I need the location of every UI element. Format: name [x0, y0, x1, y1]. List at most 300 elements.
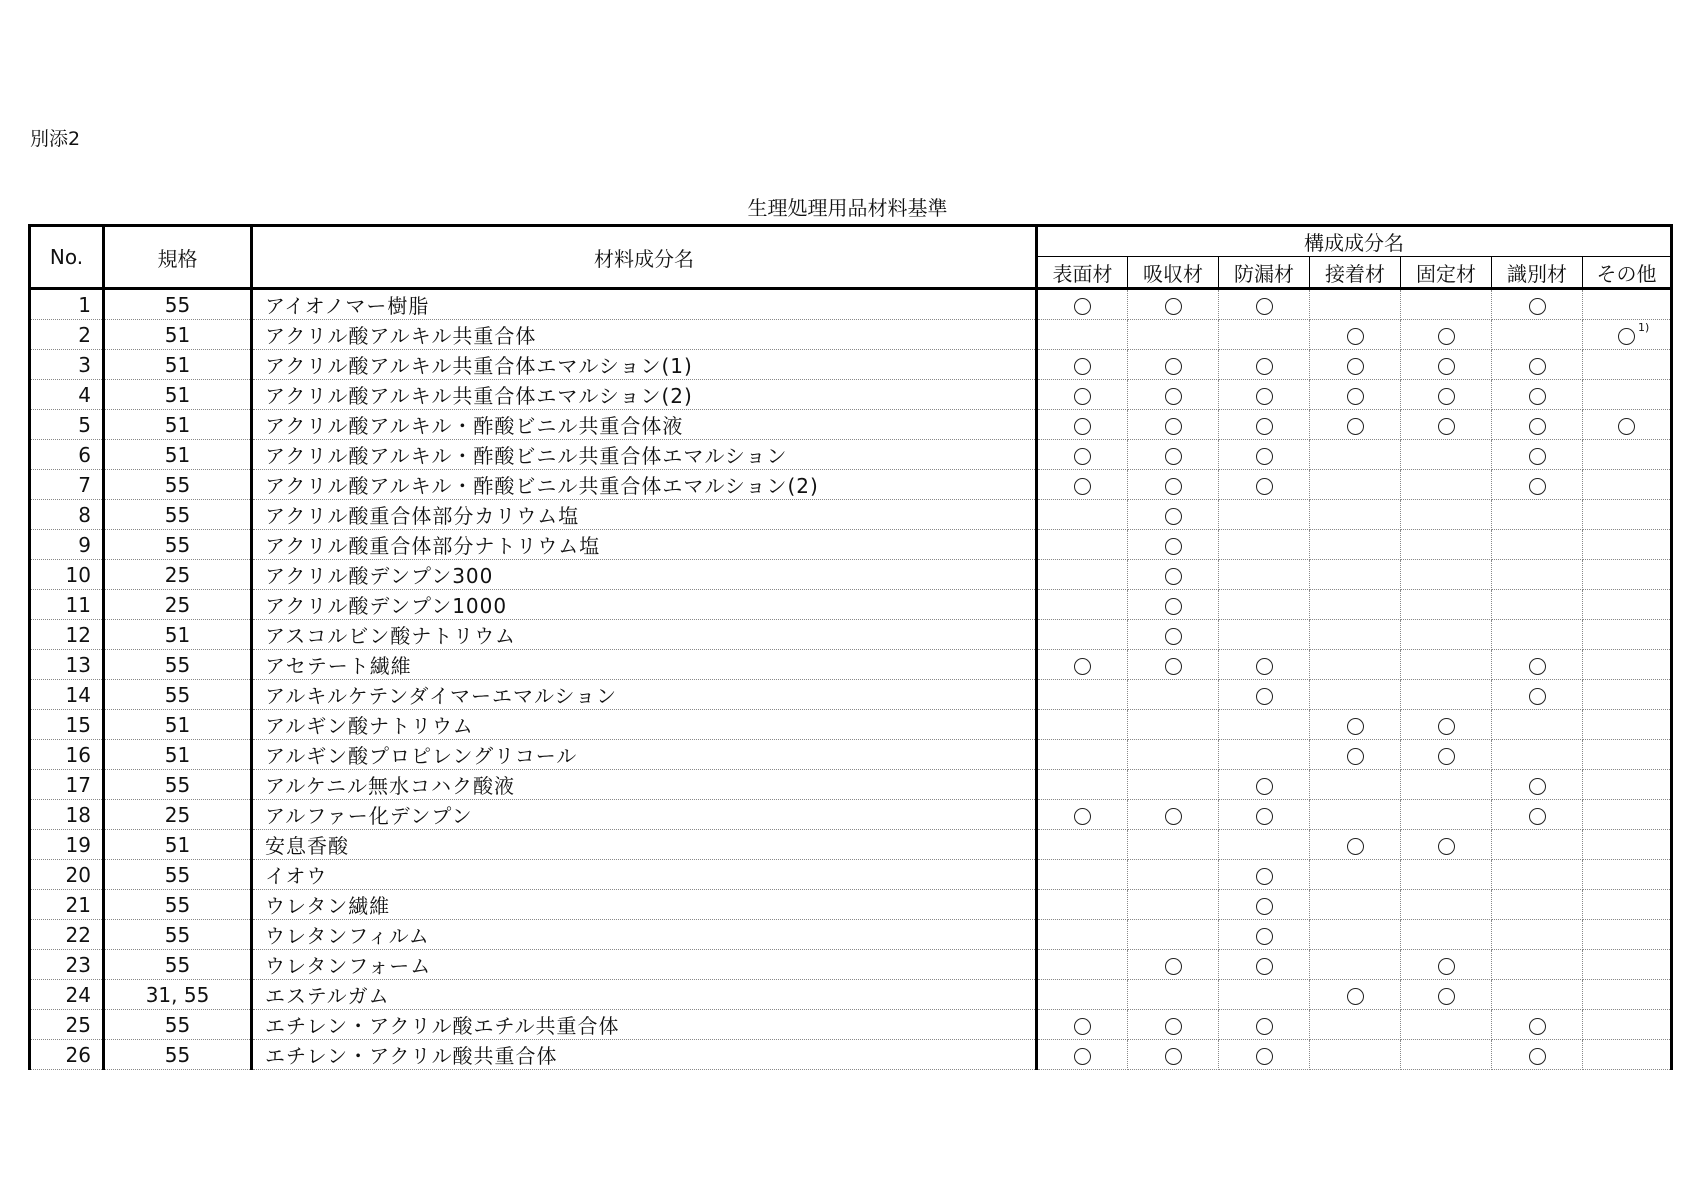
row-material-name: アルギン酸ナトリウム — [252, 710, 1037, 740]
component-cell — [1583, 650, 1672, 680]
component-cell — [1037, 740, 1128, 770]
row-number: 23 — [30, 950, 104, 980]
component-cell — [1128, 860, 1219, 890]
component-cell — [1401, 830, 1492, 860]
component-cell — [1583, 440, 1672, 470]
circle-mark-icon — [1165, 808, 1182, 825]
circle-mark-icon — [1256, 958, 1273, 975]
table-row — [30, 500, 1672, 530]
row-material-name: アクリル酸アルキル共重合体エマルション(2) — [252, 380, 1037, 410]
circle-mark-icon — [1347, 838, 1364, 855]
row-material-name: ウレタンフォーム — [252, 950, 1037, 980]
row-number: 19 — [30, 830, 104, 860]
component-cell — [1401, 980, 1492, 1010]
row-standard: 55 — [104, 289, 252, 320]
component-cell — [1401, 770, 1492, 800]
row-material-name: アセテート繊維 — [252, 650, 1037, 680]
circle-mark-icon — [1074, 448, 1091, 465]
circle-mark-icon — [1165, 508, 1182, 525]
component-cell — [1401, 470, 1492, 500]
component-cell — [1128, 320, 1219, 350]
row-material-name: アクリル酸デンプン300 — [252, 560, 1037, 590]
circle-mark-icon — [1074, 808, 1091, 825]
circle-mark-icon — [1256, 388, 1273, 405]
row-standard: 55 — [104, 770, 252, 800]
component-cell — [1037, 320, 1128, 350]
component-cell — [1128, 740, 1219, 770]
row-number: 13 — [30, 650, 104, 680]
component-cell — [1219, 920, 1310, 950]
row-material-name: アクリル酸アルキル共重合体エマルション(1) — [252, 350, 1037, 380]
component-cell — [1310, 410, 1401, 440]
component-cell — [1219, 380, 1310, 410]
row-material-name: アスコルビン酸ナトリウム — [252, 620, 1037, 650]
component-cell — [1401, 620, 1492, 650]
component-cell — [1583, 830, 1672, 860]
component-cell — [1128, 830, 1219, 860]
circle-mark-icon — [1165, 568, 1182, 585]
row-standard: 25 — [104, 800, 252, 830]
circle-mark-icon — [1256, 418, 1273, 435]
component-cell — [1310, 470, 1401, 500]
circle-mark-icon — [1256, 778, 1273, 795]
component-cell — [1219, 1010, 1310, 1040]
circle-mark-icon — [1529, 1018, 1546, 1035]
circle-mark-icon — [1529, 298, 1546, 315]
row-number: 9 — [30, 530, 104, 560]
header-component: 接着材 — [1310, 257, 1401, 289]
component-cell — [1492, 410, 1583, 440]
component-cell — [1310, 440, 1401, 470]
component-cell — [1583, 560, 1672, 590]
circle-mark-icon — [1165, 418, 1182, 435]
component-cell — [1219, 800, 1310, 830]
component-cell — [1219, 860, 1310, 890]
component-cell — [1219, 710, 1310, 740]
component-cell — [1492, 890, 1583, 920]
row-number: 10 — [30, 560, 104, 590]
row-standard: 55 — [104, 950, 252, 980]
component-cell — [1401, 289, 1492, 320]
circle-mark-icon — [1165, 658, 1182, 675]
row-number: 7 — [30, 470, 104, 500]
header-no: No. — [30, 226, 104, 289]
component-cell — [1583, 770, 1672, 800]
table-row — [30, 320, 1672, 350]
component-cell — [1401, 380, 1492, 410]
component-cell — [1310, 380, 1401, 410]
circle-mark-icon — [1074, 358, 1091, 375]
component-cell — [1219, 440, 1310, 470]
circle-mark-icon — [1074, 388, 1091, 405]
component-cell — [1037, 860, 1128, 890]
circle-mark-icon — [1256, 898, 1273, 915]
circle-mark-icon — [1529, 808, 1546, 825]
circle-mark-icon — [1438, 838, 1455, 855]
circle-mark-icon — [1438, 718, 1455, 735]
circle-mark-icon — [1165, 538, 1182, 555]
component-cell — [1583, 710, 1672, 740]
table-row — [30, 470, 1672, 500]
component-cell — [1583, 410, 1672, 440]
table-row — [30, 620, 1672, 650]
header-component: 吸収材 — [1128, 257, 1219, 289]
component-cell — [1310, 680, 1401, 710]
table-row — [30, 289, 1672, 320]
row-number: 20 — [30, 860, 104, 890]
row-number: 5 — [30, 410, 104, 440]
row-number: 3 — [30, 350, 104, 380]
component-cell — [1128, 800, 1219, 830]
row-standard: 51 — [104, 350, 252, 380]
component-cell — [1492, 650, 1583, 680]
row-material-name: アクリル酸アルキル・酢酸ビニル共重合体エマルション — [252, 440, 1037, 470]
component-cell — [1037, 890, 1128, 920]
circle-mark-icon — [1438, 418, 1455, 435]
component-cell — [1492, 740, 1583, 770]
row-standard: 31, 55 — [104, 980, 252, 1010]
row-standard: 55 — [104, 500, 252, 530]
component-cell — [1219, 680, 1310, 710]
component-cell — [1037, 500, 1128, 530]
circle-mark-icon — [1256, 358, 1273, 375]
circle-mark-icon — [1347, 328, 1364, 345]
component-cell — [1037, 680, 1128, 710]
header-standard: 規格 — [104, 226, 252, 289]
circle-mark-icon — [1529, 658, 1546, 675]
component-cell — [1310, 1010, 1401, 1040]
row-number: 24 — [30, 980, 104, 1010]
row-standard: 51 — [104, 410, 252, 440]
row-material-name: アクリル酸アルキル共重合体 — [252, 320, 1037, 350]
row-standard: 51 — [104, 380, 252, 410]
row-number: 25 — [30, 1010, 104, 1040]
circle-mark-icon — [1438, 958, 1455, 975]
component-cell — [1037, 590, 1128, 620]
row-material-name: 安息香酸 — [252, 830, 1037, 860]
component-cell — [1219, 470, 1310, 500]
component-cell — [1583, 800, 1672, 830]
circle-mark-icon — [1529, 418, 1546, 435]
row-standard: 51 — [104, 440, 252, 470]
component-cell — [1037, 380, 1128, 410]
row-standard: 55 — [104, 1040, 252, 1070]
component-cell — [1492, 500, 1583, 530]
component-cell — [1583, 680, 1672, 710]
component-cell — [1310, 830, 1401, 860]
row-number: 14 — [30, 680, 104, 710]
component-cell — [1037, 350, 1128, 380]
table-row — [30, 890, 1672, 920]
component-cell — [1583, 980, 1672, 1010]
row-material-name: アクリル酸アルキル・酢酸ビニル共重合体液 — [252, 410, 1037, 440]
component-cell — [1310, 740, 1401, 770]
component-cell — [1583, 590, 1672, 620]
header-material: 材料成分名 — [252, 226, 1037, 289]
table-row — [30, 680, 1672, 710]
row-material-name: アルケニル無水コハク酸液 — [252, 770, 1037, 800]
component-cell — [1310, 560, 1401, 590]
component-cell — [1128, 530, 1219, 560]
appendix-label: 別添2 — [30, 128, 81, 150]
component-cell — [1219, 980, 1310, 1010]
component-cell — [1310, 500, 1401, 530]
component-cell — [1128, 350, 1219, 380]
circle-mark-icon — [1074, 658, 1091, 675]
component-cell — [1128, 500, 1219, 530]
table-row — [30, 710, 1672, 740]
materials-table — [28, 224, 1673, 1070]
component-cell — [1401, 590, 1492, 620]
component-cell — [1583, 950, 1672, 980]
table-row — [30, 350, 1672, 380]
row-number: 26 — [30, 1040, 104, 1070]
component-cell — [1492, 590, 1583, 620]
circle-mark-icon — [1074, 1018, 1091, 1035]
component-cell — [1310, 320, 1401, 350]
component-cell — [1037, 470, 1128, 500]
row-number: 18 — [30, 800, 104, 830]
footnote-marker: 1) — [1638, 320, 1650, 334]
circle-mark-icon — [1165, 478, 1182, 495]
component-cell — [1583, 1010, 1672, 1040]
row-number: 8 — [30, 500, 104, 530]
component-cell — [1492, 470, 1583, 500]
component-cell — [1401, 890, 1492, 920]
table-row — [30, 980, 1672, 1010]
component-cell — [1219, 530, 1310, 560]
component-cell — [1492, 830, 1583, 860]
circle-mark-icon — [1256, 928, 1273, 945]
row-standard: 51 — [104, 830, 252, 860]
component-cell — [1310, 770, 1401, 800]
row-material-name: アイオノマー樹脂 — [252, 289, 1037, 320]
component-cell — [1401, 800, 1492, 830]
circle-mark-icon — [1347, 748, 1364, 765]
component-cell — [1310, 950, 1401, 980]
row-number: 16 — [30, 740, 104, 770]
row-standard: 55 — [104, 920, 252, 950]
component-cell — [1492, 860, 1583, 890]
row-material-name: エチレン・アクリル酸エチル共重合体 — [252, 1010, 1037, 1040]
component-cell — [1492, 920, 1583, 950]
component-cell — [1128, 920, 1219, 950]
table-row — [30, 950, 1672, 980]
row-standard: 55 — [104, 680, 252, 710]
circle-mark-icon — [1256, 448, 1273, 465]
component-cell — [1492, 560, 1583, 590]
component-cell — [1583, 860, 1672, 890]
component-cell — [1310, 1040, 1401, 1070]
table-row — [30, 1010, 1672, 1040]
component-cell — [1401, 740, 1492, 770]
component-cell — [1492, 380, 1583, 410]
table-row — [30, 740, 1672, 770]
row-standard: 25 — [104, 560, 252, 590]
component-cell — [1128, 289, 1219, 320]
component-cell — [1219, 740, 1310, 770]
circle-mark-icon — [1165, 298, 1182, 315]
row-standard: 55 — [104, 890, 252, 920]
component-cell — [1401, 530, 1492, 560]
component-cell — [1219, 500, 1310, 530]
component-cell — [1583, 530, 1672, 560]
component-cell — [1492, 770, 1583, 800]
component-cell — [1128, 890, 1219, 920]
circle-mark-icon — [1618, 320, 1650, 345]
row-material-name: アルギン酸プロピレングリコール — [252, 740, 1037, 770]
row-number: 15 — [30, 710, 104, 740]
component-cell — [1583, 620, 1672, 650]
component-cell — [1492, 950, 1583, 980]
circle-mark-icon — [1256, 808, 1273, 825]
component-cell — [1583, 740, 1672, 770]
row-material-name: エチレン・アクリル酸共重合体 — [252, 1040, 1037, 1070]
circle-mark-icon — [1529, 478, 1546, 495]
component-cell — [1219, 320, 1310, 350]
component-cell — [1037, 1010, 1128, 1040]
row-number: 2 — [30, 320, 104, 350]
component-cell — [1219, 770, 1310, 800]
component-cell — [1583, 289, 1672, 320]
component-cell — [1219, 620, 1310, 650]
page-title-text: 生理処理用品材料基準 — [747, 196, 948, 220]
component-cell — [1037, 830, 1128, 860]
row-material-name: ウレタン繊維 — [252, 890, 1037, 920]
component-cell — [1037, 710, 1128, 740]
component-cell — [1492, 980, 1583, 1010]
row-standard: 55 — [104, 530, 252, 560]
component-cell — [1037, 530, 1128, 560]
header-component: 固定材 — [1401, 257, 1492, 289]
circle-mark-icon — [1256, 688, 1273, 705]
component-cell — [1219, 650, 1310, 680]
row-material-name: アルキルケテンダイマーエマルション — [252, 680, 1037, 710]
component-cell — [1037, 560, 1128, 590]
circle-mark-icon — [1529, 448, 1546, 465]
row-material-name: ウレタンフィルム — [252, 920, 1037, 950]
component-cell — [1492, 289, 1583, 320]
component-cell — [1401, 1010, 1492, 1040]
component-cell — [1401, 350, 1492, 380]
row-number: 12 — [30, 620, 104, 650]
circle-mark-icon — [1165, 1048, 1182, 1065]
table-row — [30, 860, 1672, 890]
component-cell — [1583, 1040, 1672, 1070]
circle-mark-icon — [1256, 658, 1273, 675]
header-component: その他 — [1583, 257, 1672, 289]
circle-mark-icon — [1438, 748, 1455, 765]
component-cell — [1583, 350, 1672, 380]
component-cell — [1310, 980, 1401, 1010]
row-material-name: イオウ — [252, 860, 1037, 890]
component-cell — [1583, 890, 1672, 920]
row-standard: 25 — [104, 590, 252, 620]
component-cell — [1492, 1010, 1583, 1040]
component-cell — [1128, 770, 1219, 800]
component-cell — [1401, 410, 1492, 440]
table-row — [30, 650, 1672, 680]
circle-mark-icon — [1256, 478, 1273, 495]
page-title — [0, 192, 1695, 221]
circle-mark-icon — [1165, 628, 1182, 645]
circle-mark-icon — [1438, 388, 1455, 405]
component-cell — [1310, 800, 1401, 830]
component-cell — [1219, 830, 1310, 860]
row-standard: 51 — [104, 320, 252, 350]
component-cell — [1128, 950, 1219, 980]
table-row — [30, 830, 1672, 860]
row-material-name: アクリル酸重合体部分ナトリウム塩 — [252, 530, 1037, 560]
component-cell — [1310, 530, 1401, 560]
component-cell — [1583, 320, 1672, 350]
circle-mark-icon — [1256, 868, 1273, 885]
header-component-group: 構成成分名 — [1037, 226, 1672, 257]
row-material-name: アクリル酸重合体部分カリウム塩 — [252, 500, 1037, 530]
component-cell — [1219, 410, 1310, 440]
component-cell — [1401, 860, 1492, 890]
component-cell — [1219, 560, 1310, 590]
component-cell — [1128, 560, 1219, 590]
circle-mark-icon — [1529, 778, 1546, 795]
circle-mark-icon — [1165, 598, 1182, 615]
component-cell — [1037, 1040, 1128, 1070]
component-cell — [1219, 950, 1310, 980]
circle-mark-icon — [1256, 298, 1273, 315]
circle-mark-icon — [1074, 1048, 1091, 1065]
component-cell — [1310, 620, 1401, 650]
row-standard: 55 — [104, 650, 252, 680]
component-cell — [1401, 710, 1492, 740]
table-row — [30, 440, 1672, 470]
component-cell — [1492, 620, 1583, 650]
component-cell — [1310, 860, 1401, 890]
component-cell — [1401, 650, 1492, 680]
component-cell — [1401, 920, 1492, 950]
circle-mark-icon — [1165, 358, 1182, 375]
component-cell — [1492, 530, 1583, 560]
table-row — [30, 410, 1672, 440]
circle-mark-icon — [1165, 958, 1182, 975]
header-component: 防漏材 — [1219, 257, 1310, 289]
circle-mark-icon — [1347, 388, 1364, 405]
header-component: 表面材 — [1037, 257, 1128, 289]
component-cell — [1128, 590, 1219, 620]
component-cell — [1492, 440, 1583, 470]
component-cell — [1128, 440, 1219, 470]
row-material-name: エステルガム — [252, 980, 1037, 1010]
component-cell — [1310, 350, 1401, 380]
component-cell — [1128, 680, 1219, 710]
row-standard: 51 — [104, 620, 252, 650]
component-cell — [1310, 710, 1401, 740]
component-cell — [1128, 410, 1219, 440]
circle-mark-icon — [1529, 1048, 1546, 1065]
component-cell — [1219, 350, 1310, 380]
row-material-name: アクリル酸デンプン1000 — [252, 590, 1037, 620]
circle-mark-icon — [1438, 328, 1455, 345]
circle-mark-icon — [1438, 988, 1455, 1005]
circle-mark-icon — [1347, 718, 1364, 735]
component-cell — [1310, 920, 1401, 950]
component-cell — [1583, 380, 1672, 410]
circle-mark-icon — [1347, 988, 1364, 1005]
component-cell — [1128, 620, 1219, 650]
row-standard: 51 — [104, 740, 252, 770]
component-cell — [1401, 320, 1492, 350]
component-cell — [1219, 1040, 1310, 1070]
component-cell — [1037, 440, 1128, 470]
